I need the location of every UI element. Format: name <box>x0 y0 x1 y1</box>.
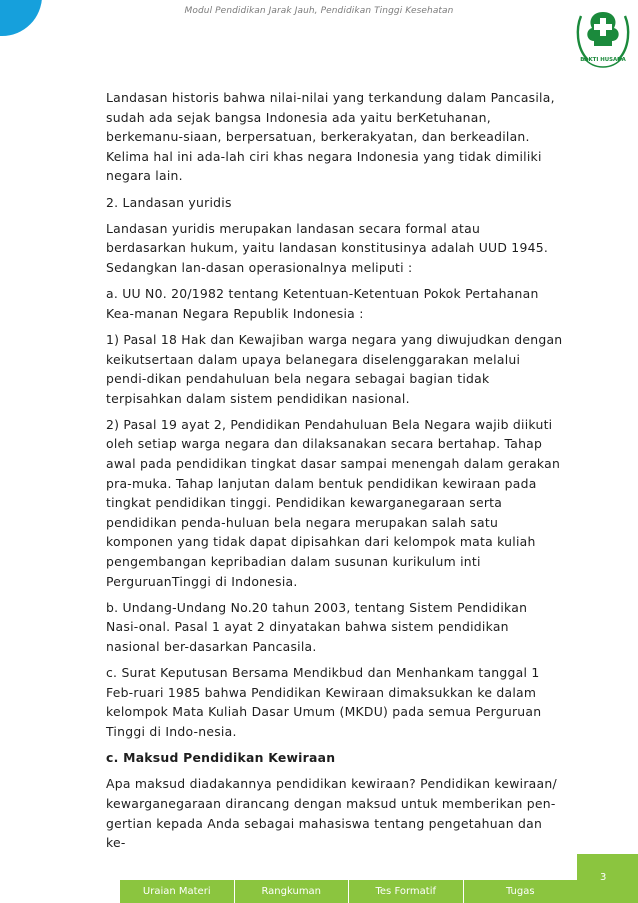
section-heading-maksud: c. Maksud Pendidikan Kewiraan <box>106 750 336 766</box>
page-number: 3 <box>600 872 607 883</box>
bakti-husada-logo <box>572 6 634 72</box>
list-item-b: b. Undang-Undang No.20 tahun 2003, tentang Sistem Pendidikan Nasi-onal. Pasal 1 ayat 2 dinyatakan bahwa sistem pendidikan nasional ber-dasarkan Pancasila. <box>106 599 528 654</box>
nav-tab-rangkuman[interactable]: Rangkuman <box>235 880 350 903</box>
list-item-pasal-18: 1) Pasal 18 Hak dan Kewajiban warga negara yang diwujudkan dengan keikutsertaan dalam upaya belanegara diselenggarakan melalui pendi-dikan pendahuluan bela negara sebagai bagian tidak terpisahkan dalam sistem pendidikan nasional. <box>106 331 563 406</box>
list-item-pasal-19: 2) Pasal 19 ayat 2, Pendidikan Pendahuluan Bela Negara wajib diikuti oleh setiap warga negara dan dilaksanakan secara bertahap. Tahap awal pada pendidikan tingkat dasar sampai menengah dalam gerakan pra-muka. Tahap lanjutan dalam bentuk pendidikan kewiraan pada tingkat pendidikan tinggi. Pendidikan kewarganegaraan serta pendidikan penda-huluan bela negara merupakan salah satu komponen yang tidak dapat dipisahkan dari kelompok mata kuliah pengembangan kepribadian dalam susunan kurikulum inti PerguruanTinggi di Indonesia. <box>106 416 561 589</box>
paragraph-historis: Landasan historis bahwa nilai-nilai yang terkandung dalam Pancasila, sudah ada sejak bangsa Indonesia ada yaitu berKetuhanan, berkemanu-siaan, berpersatuan, berkerakyatan, dan berkeadilan. Kelima hal ini ada-lah ciri khas negara Indonesia yang tidak dimiliki negara lain. <box>106 90 555 184</box>
page-body <box>106 88 564 859</box>
heading-landasan-yuridis: 2. Landasan yuridis <box>106 194 232 210</box>
running-header: Modul Pendidikan Jarak Jauh, Pendidikan Tinggi Kesehatan <box>184 6 454 16</box>
paragraph-yuridis: Landasan yuridis merupakan landasan secara formal atau berdasarkan hukum, yaitu landasan konstitusinya adalah UUD 1945. Sedangkan lan-dasan operasionalnya meliputi : <box>106 220 549 275</box>
paragraph-maksud: Apa maksud diadakannya pendidikan kewiraan? Pendidikan kewiraan/ kewarganegaraan dirancang dengan maksud untuk memberikan pen-gertian kepada Anda sebagai mahasiswa tentang pengetahuan dan ke- <box>106 776 557 851</box>
page-number-box <box>577 854 638 903</box>
nav-tab-tugas[interactable]: Tugas <box>464 880 578 903</box>
nav-tab-uraian-materi[interactable]: Uraian Materi <box>120 880 235 903</box>
list-item-a: a. UU N0. 20/1982 tentang Ketentuan-Ketentuan Pokok Pertahanan Kea-manan Negara Republik Indonesia : <box>106 286 539 321</box>
nav-tab-tes-formatif[interactable]: Tes Formatif <box>349 880 464 903</box>
footer-nav <box>120 880 577 903</box>
logo-text: BAKTI HUSADA <box>580 57 626 63</box>
list-item-c: c. Surat Keputusan Bersama Mendikbud dan Menhankam tanggal 1 Feb-ruari 1985 bahwa Pendidikan Kewiraan dimaksukkan ke dalam kelompok Mata Kuliah Dasar Umum (MKDU) pada semua Perguruan Tinggi di Indo-nesia. <box>106 665 542 739</box>
